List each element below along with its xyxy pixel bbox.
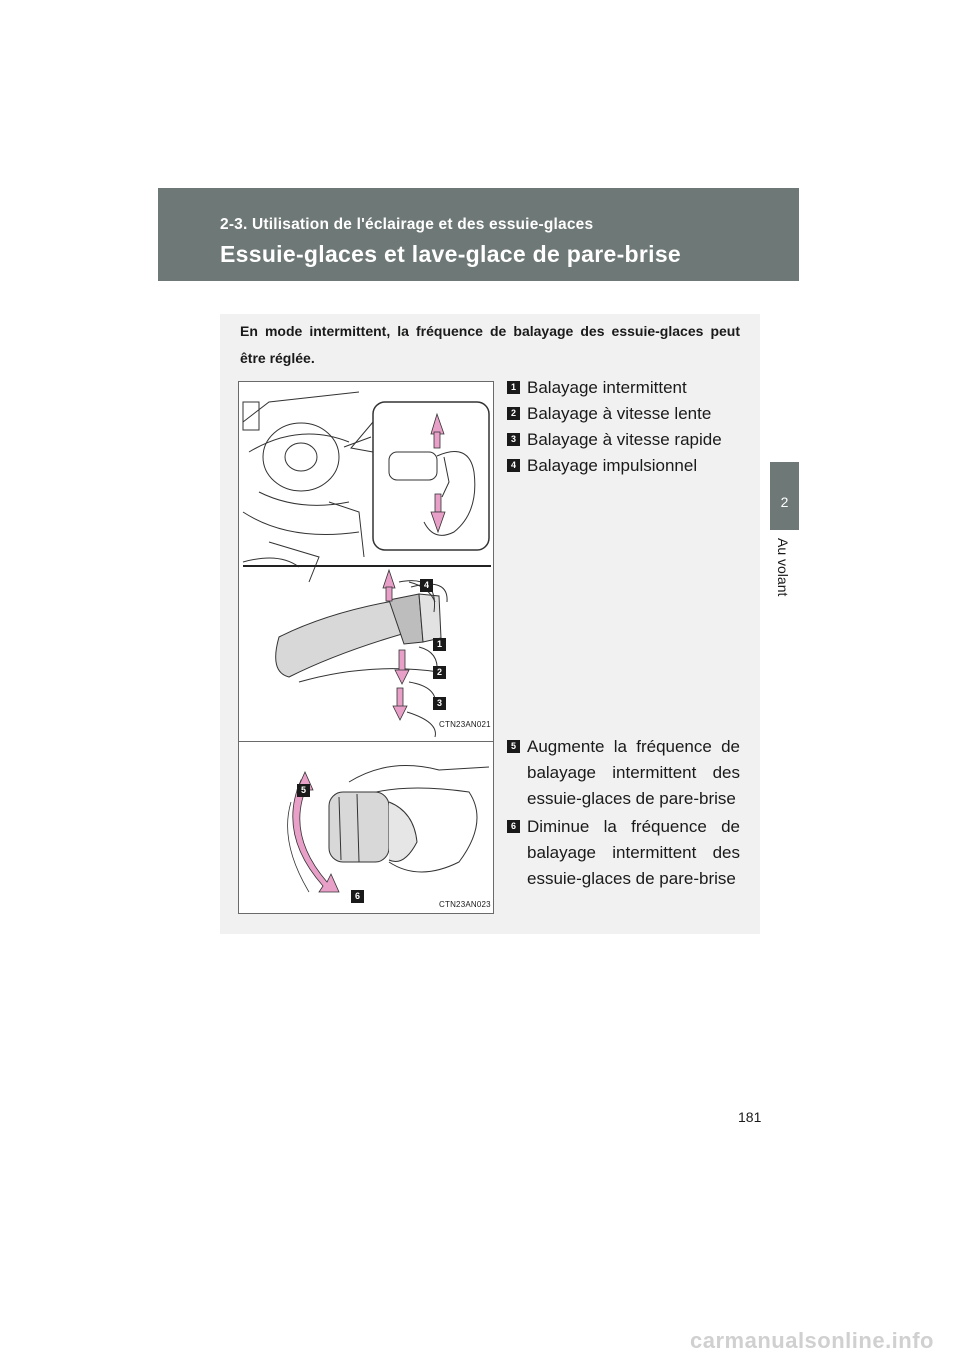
callout-1: 1: [433, 638, 446, 651]
callout-5: 5: [297, 784, 310, 797]
item-text: Balayage impulsionnel: [527, 456, 698, 475]
intermittent-ring-illustration: [239, 742, 494, 914]
list-item: [507, 401, 740, 427]
item-number-badge: 6: [507, 820, 520, 833]
wiper-mode-list: [507, 375, 740, 479]
item-text: Augmente la fréquence de balayage intermittent des essuie-glaces de pare-brise: [527, 737, 740, 808]
figure-wiper-lever: [238, 381, 494, 744]
item-number-badge: 4: [507, 459, 520, 472]
item-text: Diminue la fréquence de balayage intermittent des essuie-glaces de pare-brise: [527, 817, 740, 888]
item-text: Balayage intermittent: [527, 378, 687, 397]
chapter-tab-label: Au volant: [775, 538, 791, 597]
chapter-tab-number: 2: [780, 494, 789, 510]
list-item: [507, 427, 740, 453]
callout-6: 6: [351, 890, 364, 903]
list-item: [507, 814, 740, 892]
list-item: [507, 734, 740, 812]
item-text: Balayage à vitesse rapide: [527, 430, 722, 449]
item-number-badge: 1: [507, 381, 520, 394]
list-item: [507, 375, 740, 401]
content-panel: [220, 314, 760, 934]
figure-code: CTN23AN021: [439, 720, 491, 729]
wiper-lever-illustration: [239, 382, 494, 744]
intro-text: En mode intermittent, la fréquence de balayage des essuie-glaces peut être réglée.: [240, 323, 740, 366]
item-number-badge: 2: [507, 407, 520, 420]
figure-code: CTN23AN023: [439, 900, 491, 909]
callout-4: 4: [420, 579, 433, 592]
item-number-badge: 3: [507, 433, 520, 446]
page-header: [158, 188, 799, 281]
page-number: 181: [738, 1109, 762, 1125]
intermittent-adjust-list: [507, 734, 740, 894]
section-heading: 2-3. Utilisation de l'éclairage et des essuie-glaces: [220, 216, 594, 233]
callout-3: 3: [433, 697, 446, 710]
callout-2: 2: [433, 666, 446, 679]
list-item: [507, 453, 740, 479]
item-text: Balayage à vitesse lente: [527, 404, 712, 423]
page-title: Essuie-glaces et lave-glace de pare-brise: [220, 241, 682, 267]
watermark: carmanualsonline.info: [690, 1328, 934, 1353]
figure-intermittent-ring: [238, 741, 494, 914]
item-number-badge: 5: [507, 740, 520, 753]
